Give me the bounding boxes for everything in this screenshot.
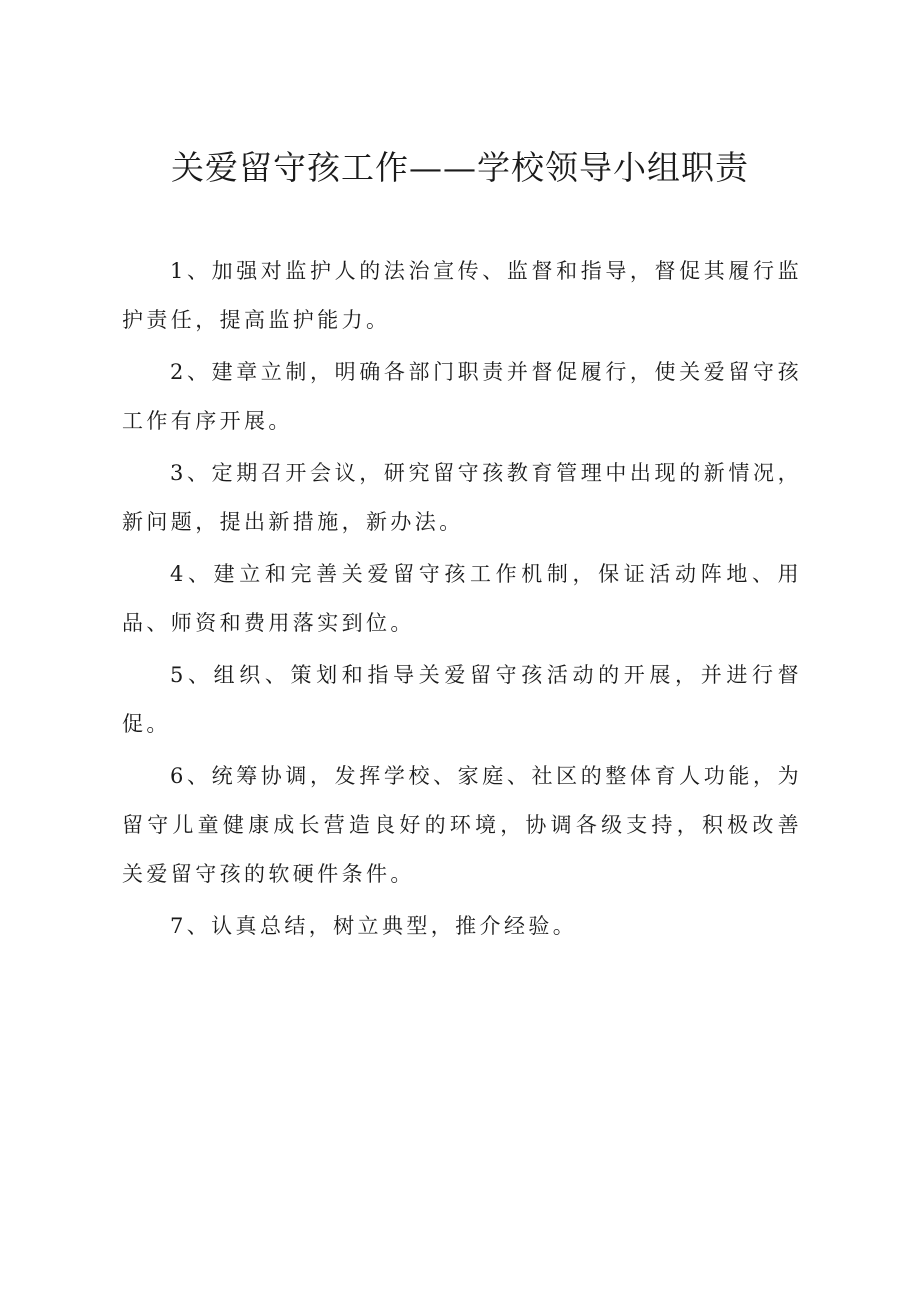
responsibility-list: [122, 247, 802, 954]
responsibility-item-7: 7、认真总结，树立典型，推介经验。: [170, 914, 578, 938]
responsibility-item-5: 5、组织、策划和指导关爱留守孩活动的开展，并进行督促。: [122, 663, 802, 736]
document-title: 关爱留守孩工作——学校领导小组职责: [171, 148, 749, 187]
responsibility-item-3: 3、定期召开会议，研究留守孩教育管理中出现的新情况，新问题，提出新措施，新办法。: [122, 461, 802, 534]
responsibility-item-1: 1、加强对监护人的法治宣传、监督和指导，督促其履行监护责任，提高监护能力。: [122, 259, 802, 332]
responsibility-item-4: 4、建立和完善关爱留守孩工作机制，保证活动阵地、用品、师资和费用落实到位。: [122, 562, 802, 635]
responsibility-item-2: 2、建章立制，明确各部门职责并督促履行，使关爱留守孩工作有序开展。: [122, 360, 802, 433]
responsibility-item-6: 6、统筹协调，发挥学校、家庭、社区的整体育人功能，为留守儿童健康成长营造良好的环境，协调各级支持，积极改善关爱留守孩的软硬件条件。: [122, 764, 802, 886]
